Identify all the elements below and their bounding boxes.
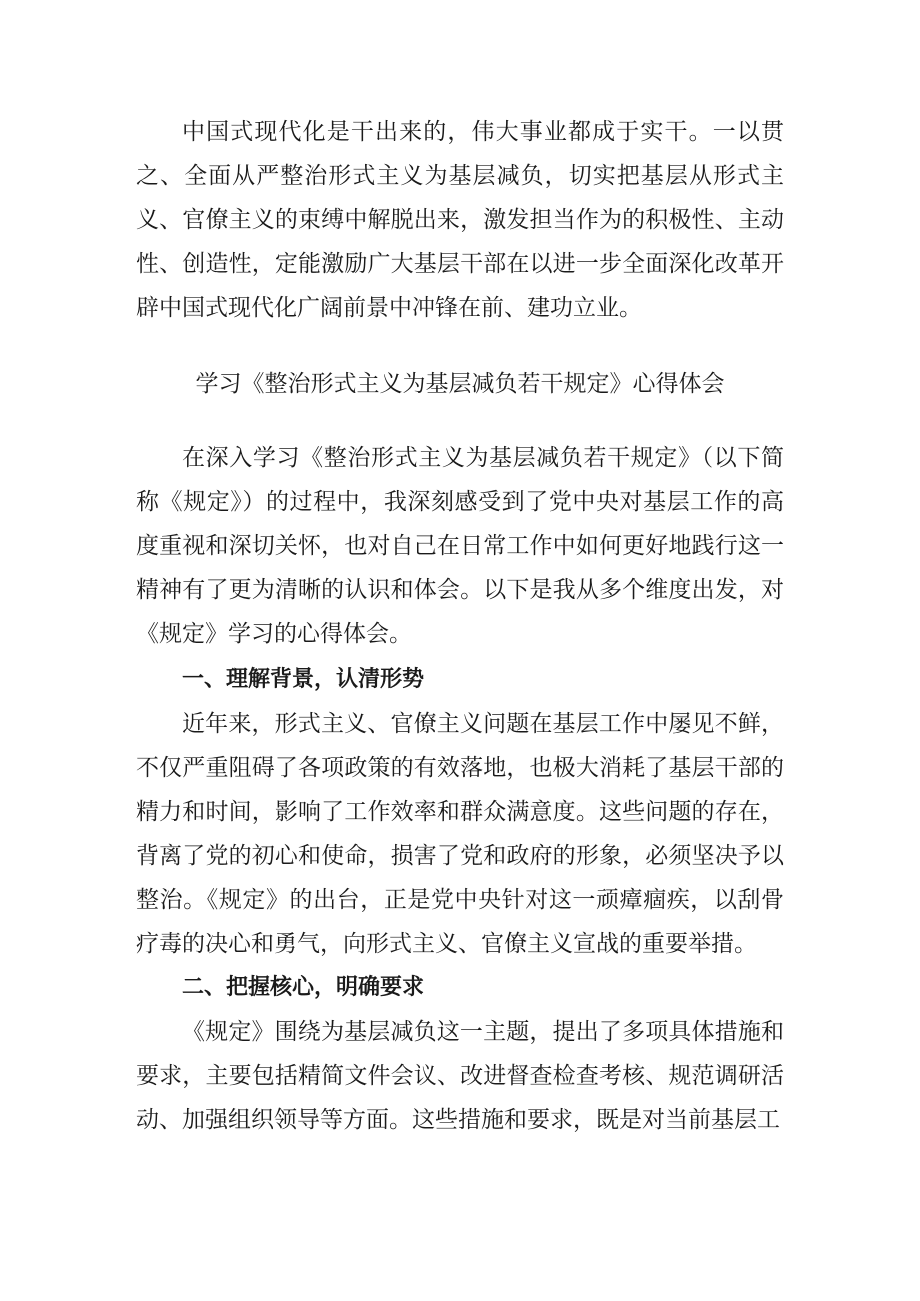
section-heading-background: 一、理解背景，认清形势 [182,667,425,692]
section-heading-core: 二、把握核心，明确要求 [182,975,425,1000]
document-body [136,110,784,1142]
document-title: 学习《整治形式主义为基层减负若干规定》心得体会 [195,371,725,397]
intro-paragraph: 在深入学习《整治形式主义为基层减负若干规定》（以下简称《规定》）的过程中，我深刻感受到了党中央对基层工作的高度重视和深切关怀，也对自己在日常工作中如何更好地践行这一精神有了更为清晰的认识和体会。以下是我从多个维度出发，对《规定》学习的心得体会。 [136,445,784,647]
section-paragraph-core: 《规定》围绕为基层减负这一主题，提出了多项具体措施和要求，主要包括精简文件会议、改进督查检查考核、规范调研活动、加强组织领导等方面。这些措施和要求，既是对当前基层工 [136,1019,784,1133]
section-paragraph-background: 近年来，形式主义、官僚主义问题在基层工作中屡见不鲜，不仅严重阻碍了各项政策的有效落地，也极大消耗了基层干部的精力和时间，影响了工作效率和群众满意度。这些问题的存在，背离了党的初心和使命，损害了党和政府的形象，必须坚决予以整治。《规定》的出台，正是党中央针对这一顽瘴痼疾，以刮骨疗毒的决心和勇气，向形式主义、官僚主义宣战的重要举措。 [136,711,784,957]
opening-paragraph: 中国式现代化是干出来的，伟大事业都成于实干。一以贯之、全面从严整治形式主义为基层减负，切实把基层从形式主义、官僚主义的束缚中解脱出来，激发担当作为的积极性、主动性、创造性，定能激励广大基层干部在以进一步全面深化改革开辟中国式现代化广阔前景中冲锋在前、建功立业。 [136,119,784,321]
